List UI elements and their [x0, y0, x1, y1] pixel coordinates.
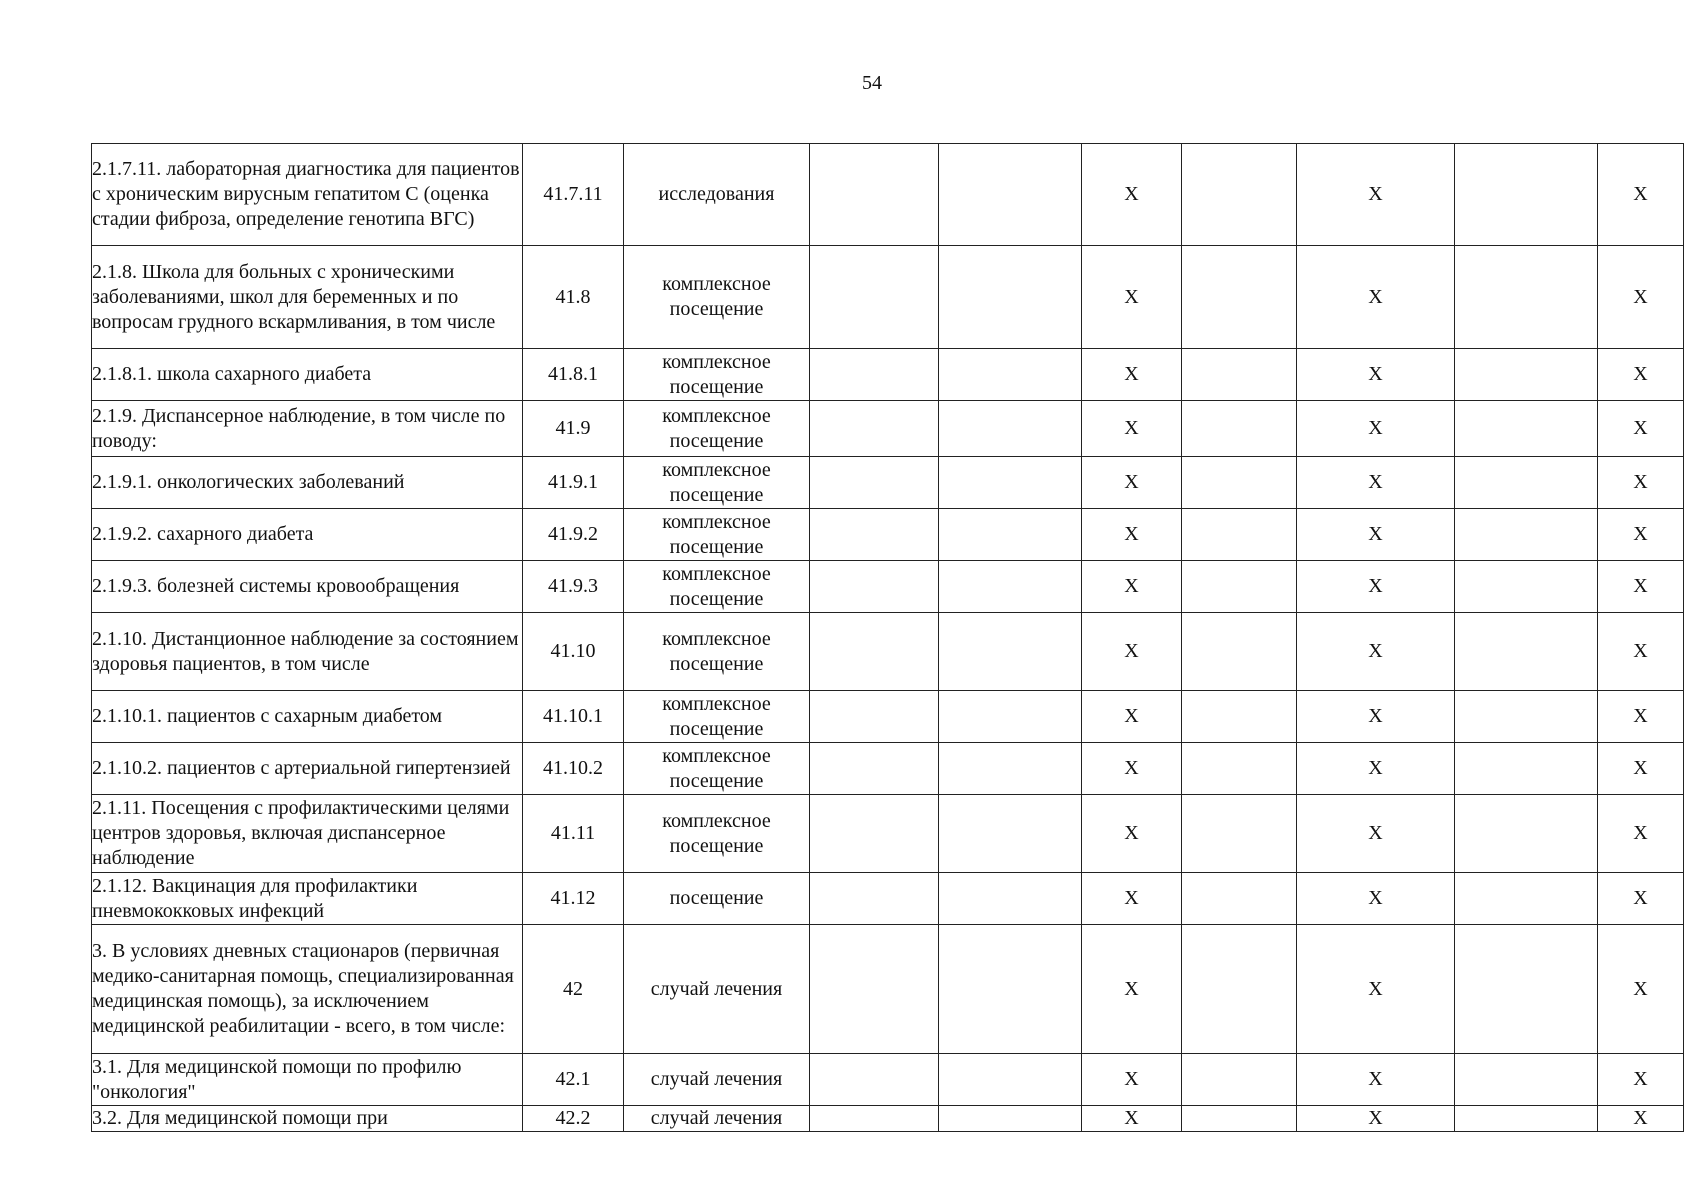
row-name-cell: 2.1.10. Дистанционное наблюдение за состоянием здоровья пациентов, в том числе: [92, 613, 523, 691]
x-mark-cell: Х: [1082, 613, 1182, 691]
empty-cell: [939, 561, 1082, 613]
empty-cell: [939, 743, 1082, 795]
empty-cell: [810, 401, 939, 457]
row-code-cell: 41.8: [523, 246, 624, 349]
empty-cell: [1455, 144, 1598, 246]
row-unit-cell: комплексное посещение: [624, 509, 810, 561]
empty-cell: [939, 349, 1082, 401]
empty-cell: [1182, 561, 1297, 613]
empty-cell: [810, 144, 939, 246]
x-mark-cell: Х: [1082, 1106, 1182, 1132]
empty-cell: [810, 246, 939, 349]
x-mark-cell: Х: [1297, 401, 1455, 457]
row-name-cell: 2.1.7.11. лабораторная диагностика для пациентов с хроническим вирусным гепатитом С (оценка стадии фиброза, определение генотипа ВГС): [92, 144, 523, 246]
row-name-cell: 2.1.9.1. онкологических заболеваний: [92, 457, 523, 509]
x-mark-cell: Х: [1598, 144, 1684, 246]
empty-cell: [810, 613, 939, 691]
empty-cell: [1182, 613, 1297, 691]
data-table: [91, 143, 1684, 1132]
row-name-cell: 2.1.10.2. пациентов с артериальной гипертензией: [92, 743, 523, 795]
x-mark-cell: Х: [1297, 561, 1455, 613]
empty-cell: [810, 1054, 939, 1106]
x-mark-cell: Х: [1297, 613, 1455, 691]
row-code-cell: 41.10.2: [523, 743, 624, 795]
x-mark-cell: Х: [1297, 691, 1455, 743]
empty-cell: [1455, 401, 1598, 457]
row-name-cell: 2.1.12. Вакцинация для профилактики пневмококковых инфекций: [92, 873, 523, 925]
x-mark-cell: Х: [1082, 144, 1182, 246]
row-name-cell: 2.1.10.1. пациентов с сахарным диабетом: [92, 691, 523, 743]
x-mark-cell: Х: [1297, 873, 1455, 925]
empty-cell: [1182, 349, 1297, 401]
x-mark-cell: Х: [1082, 509, 1182, 561]
empty-cell: [1182, 246, 1297, 349]
row-unit-cell: комплексное посещение: [624, 795, 810, 873]
x-mark-cell: Х: [1082, 925, 1182, 1054]
x-mark-cell: Х: [1598, 349, 1684, 401]
empty-cell: [1455, 1106, 1598, 1132]
empty-cell: [1182, 743, 1297, 795]
empty-cell: [939, 457, 1082, 509]
table-row: [92, 795, 1684, 873]
table-row: [92, 1054, 1684, 1106]
empty-cell: [1182, 144, 1297, 246]
empty-cell: [810, 925, 939, 1054]
empty-cell: [1455, 795, 1598, 873]
table-row: [92, 144, 1684, 246]
empty-cell: [810, 691, 939, 743]
empty-cell: [939, 795, 1082, 873]
empty-cell: [1455, 873, 1598, 925]
x-mark-cell: Х: [1297, 795, 1455, 873]
empty-cell: [810, 743, 939, 795]
row-code-cell: 41.11: [523, 795, 624, 873]
x-mark-cell: Х: [1082, 691, 1182, 743]
x-mark-cell: Х: [1082, 246, 1182, 349]
table-row: [92, 457, 1684, 509]
table-row: [92, 613, 1684, 691]
empty-cell: [810, 795, 939, 873]
empty-cell: [1455, 925, 1598, 1054]
table-row: [92, 561, 1684, 613]
row-code-cell: 41.9.2: [523, 509, 624, 561]
row-code-cell: 41.10.1: [523, 691, 624, 743]
empty-cell: [939, 873, 1082, 925]
row-code-cell: 42.1: [523, 1054, 624, 1106]
empty-cell: [1182, 457, 1297, 509]
row-unit-cell: комплексное посещение: [624, 349, 810, 401]
table-row: [92, 349, 1684, 401]
row-code-cell: 41.12: [523, 873, 624, 925]
x-mark-cell: Х: [1082, 561, 1182, 613]
empty-cell: [1182, 873, 1297, 925]
x-mark-cell: Х: [1598, 691, 1684, 743]
empty-cell: [939, 1054, 1082, 1106]
row-name-cell: 2.1.11. Посещения с профилактическими целями центров здоровья, включая диспансерное наблюдение: [92, 795, 523, 873]
empty-cell: [1455, 561, 1598, 613]
empty-cell: [1455, 691, 1598, 743]
page-number: 54: [862, 72, 882, 94]
x-mark-cell: Х: [1297, 349, 1455, 401]
x-mark-cell: Х: [1297, 1106, 1455, 1132]
empty-cell: [1455, 1054, 1598, 1106]
x-mark-cell: Х: [1082, 873, 1182, 925]
row-code-cell: 41.9: [523, 401, 624, 457]
empty-cell: [939, 925, 1082, 1054]
table-row: [92, 743, 1684, 795]
x-mark-cell: Х: [1082, 1054, 1182, 1106]
empty-cell: [810, 561, 939, 613]
row-name-cell: 3. В условиях дневных стационаров (первичная медико-санитарная помощь, специализированная медицинская помощь), за исключением медицинской реабилитации - всего, в том числе:: [92, 925, 523, 1054]
row-name-cell: 2.1.9. Диспансерное наблюдение, в том числе по поводу:: [92, 401, 523, 457]
row-name-cell: 3.1. Для медицинской помощи по профилю "онкология": [92, 1054, 523, 1106]
empty-cell: [810, 349, 939, 401]
empty-cell: [1455, 457, 1598, 509]
empty-cell: [939, 613, 1082, 691]
x-mark-cell: Х: [1082, 401, 1182, 457]
x-mark-cell: Х: [1598, 925, 1684, 1054]
row-name-cell: 2.1.8.1. школа сахарного диабета: [92, 349, 523, 401]
x-mark-cell: Х: [1297, 144, 1455, 246]
x-mark-cell: Х: [1297, 925, 1455, 1054]
empty-cell: [1182, 691, 1297, 743]
row-code-cell: 41.8.1: [523, 349, 624, 401]
row-unit-cell: комплексное посещение: [624, 691, 810, 743]
row-code-cell: 42: [523, 925, 624, 1054]
x-mark-cell: Х: [1598, 1106, 1684, 1132]
x-mark-cell: Х: [1297, 246, 1455, 349]
empty-cell: [939, 1106, 1082, 1132]
x-mark-cell: Х: [1297, 509, 1455, 561]
empty-cell: [1182, 509, 1297, 561]
empty-cell: [1182, 1106, 1297, 1132]
empty-cell: [1455, 246, 1598, 349]
table-row: [92, 925, 1684, 1054]
table-row: [92, 691, 1684, 743]
row-unit-cell: случай лечения: [624, 925, 810, 1054]
empty-cell: [939, 401, 1082, 457]
row-unit-cell: комплексное посещение: [624, 457, 810, 509]
x-mark-cell: Х: [1082, 457, 1182, 509]
x-mark-cell: Х: [1297, 457, 1455, 509]
row-unit-cell: случай лечения: [624, 1106, 810, 1132]
row-code-cell: 41.7.11: [523, 144, 624, 246]
empty-cell: [939, 246, 1082, 349]
row-name-cell: 2.1.9.2. сахарного диабета: [92, 509, 523, 561]
x-mark-cell: Х: [1598, 401, 1684, 457]
x-mark-cell: Х: [1297, 1054, 1455, 1106]
x-mark-cell: Х: [1598, 246, 1684, 349]
empty-cell: [939, 691, 1082, 743]
empty-cell: [1455, 613, 1598, 691]
x-mark-cell: Х: [1598, 873, 1684, 925]
row-unit-cell: посещение: [624, 873, 810, 925]
empty-cell: [1455, 349, 1598, 401]
empty-cell: [1455, 743, 1598, 795]
table-row: [92, 401, 1684, 457]
table-row: [92, 509, 1684, 561]
empty-cell: [810, 1106, 939, 1132]
table-row: [92, 873, 1684, 925]
empty-cell: [810, 509, 939, 561]
row-name-cell: 2.1.9.3. болезней системы кровообращения: [92, 561, 523, 613]
empty-cell: [1182, 1054, 1297, 1106]
x-mark-cell: Х: [1598, 509, 1684, 561]
row-code-cell: 42.2: [523, 1106, 624, 1132]
row-unit-cell: комплексное посещение: [624, 743, 810, 795]
x-mark-cell: Х: [1082, 795, 1182, 873]
empty-cell: [1182, 401, 1297, 457]
empty-cell: [939, 144, 1082, 246]
empty-cell: [1455, 509, 1598, 561]
x-mark-cell: Х: [1598, 795, 1684, 873]
empty-cell: [810, 873, 939, 925]
x-mark-cell: Х: [1598, 1054, 1684, 1106]
row-name-cell: 3.2. Для медицинской помощи при: [92, 1106, 523, 1132]
table-row: [92, 246, 1684, 349]
x-mark-cell: Х: [1082, 743, 1182, 795]
row-name-cell: 2.1.8. Школа для больных с хроническими заболеваниями, школ для беременных и по вопросам грудного вскармливания, в том числе: [92, 246, 523, 349]
x-mark-cell: Х: [1082, 349, 1182, 401]
empty-cell: [939, 509, 1082, 561]
row-unit-cell: исследования: [624, 144, 810, 246]
row-unit-cell: комплексное посещение: [624, 401, 810, 457]
empty-cell: [810, 457, 939, 509]
row-unit-cell: комплексное посещение: [624, 561, 810, 613]
table-row: [92, 1106, 1684, 1132]
row-unit-cell: комплексное посещение: [624, 246, 810, 349]
empty-cell: [1182, 925, 1297, 1054]
row-unit-cell: комплексное посещение: [624, 613, 810, 691]
row-code-cell: 41.9.1: [523, 457, 624, 509]
x-mark-cell: Х: [1297, 743, 1455, 795]
x-mark-cell: Х: [1598, 613, 1684, 691]
row-unit-cell: случай лечения: [624, 1054, 810, 1106]
x-mark-cell: Х: [1598, 457, 1684, 509]
row-code-cell: 41.9.3: [523, 561, 624, 613]
x-mark-cell: Х: [1598, 561, 1684, 613]
empty-cell: [1182, 795, 1297, 873]
row-code-cell: 41.10: [523, 613, 624, 691]
x-mark-cell: Х: [1598, 743, 1684, 795]
